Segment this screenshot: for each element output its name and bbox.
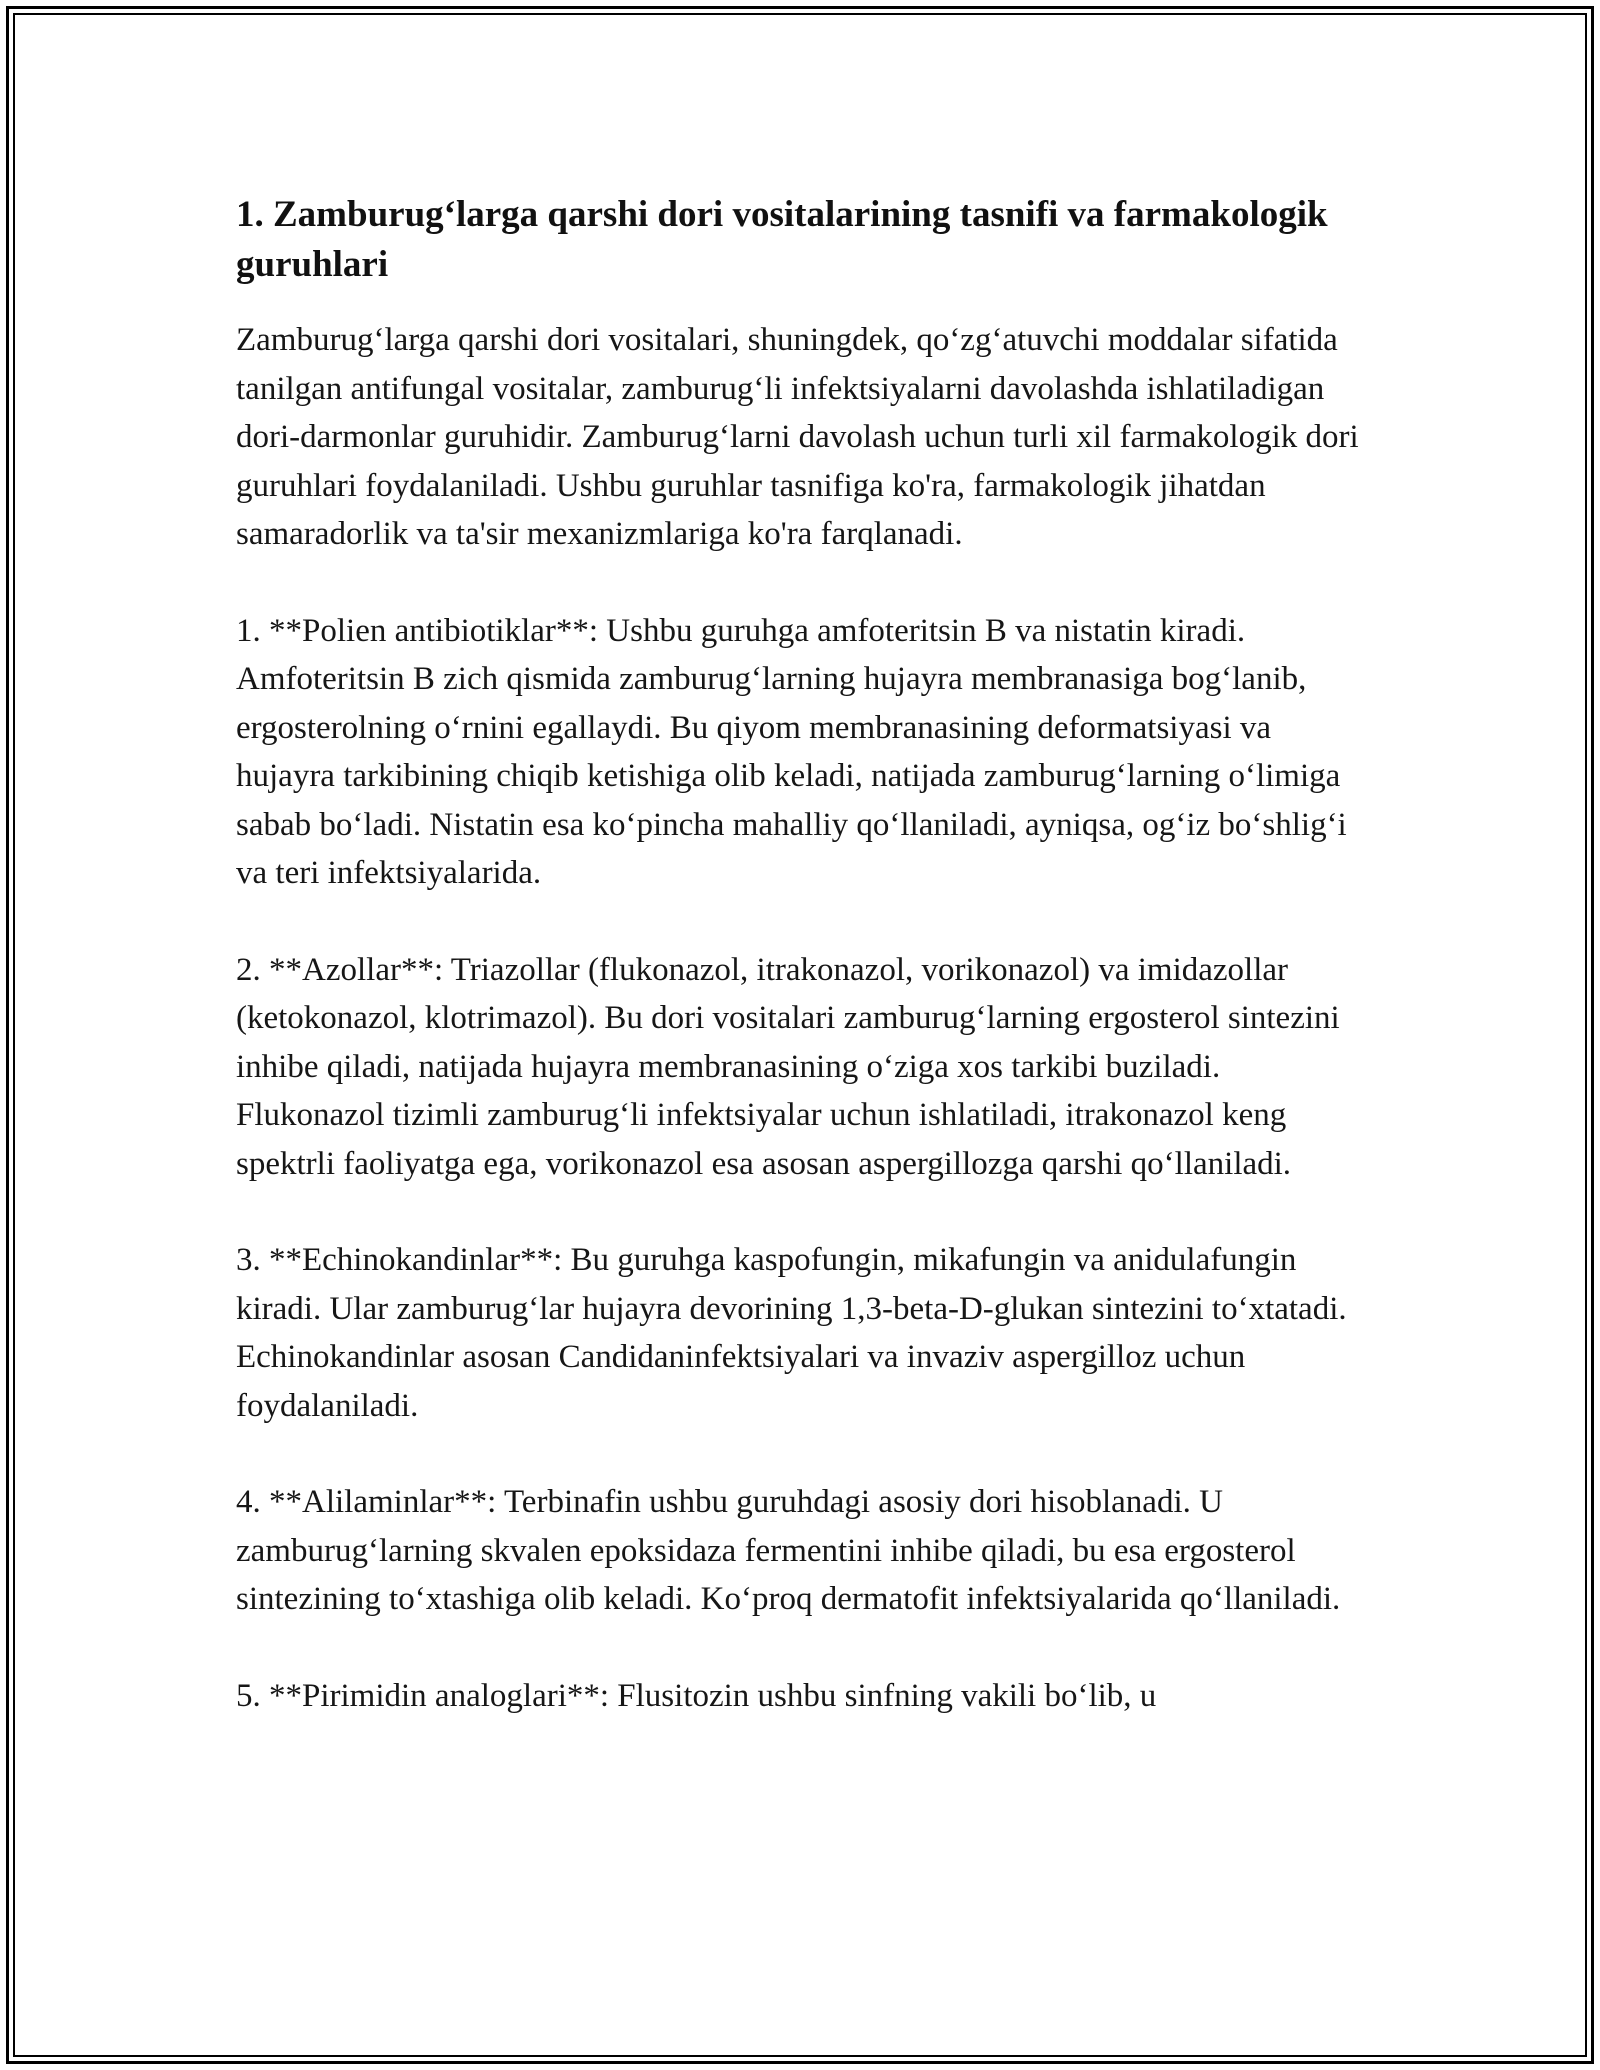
paragraph-echinokandinlar: 3. **Echinokandinlar**: Bu guruhga kaspofungin, mikafungin va anidulafungin kiradi. Ular zamburug‘lar hujayra devorining 1,3-beta-D-glukan sintezini to‘xtatadi. Echinokandinlar asosan Candidaninfektsiyalari va invaziv aspergilloz uchun foydalaniladi. bbox=[236, 1242, 1347, 1424]
paragraph-intro: Zamburug‘larga qarshi dori vositalari, shuningdek, qo‘zg‘atuvchi moddalar sifatida tanilgan antifungal vositalar, zamburug‘li infektsiyalarni davolashda ishlatiladigan dori-darmonlar guruhidir. Zamburug‘larni davolash uchun turli xil farmakologik dori guruhlari foydalaniladi. Ushbu guruhlar tasnifiga ko'ra, farmakologik jihatdan samaradorlik va ta'sir mexanizmlariga ko'ra farqlanadi. bbox=[236, 322, 1359, 552]
document-body bbox=[236, 190, 1366, 1768]
paragraph-polien-antibiotiklar: 1. **Polien antibiotiklar**: Ushbu guruhga amfoteritsin B va nistatin kiradi. Amfoteritsin B zich qismida zamburug‘larning hujayra membranasiga bog‘lanib, ergosterolning o‘rnini egallaydi. Bu qiyom membranasining deformatsiyasi va hujayra tarkibining chiqib ketishiga olib keladi, natijada zamburug‘larning o‘limiga sabab bo‘ladi. Nistatin esa ko‘pincha mahalliy qo‘llaniladi, ayniqsa, og‘iz bo‘shlig‘i va teri infektsiyalarida. bbox=[236, 612, 1347, 891]
paragraph-azollar: 2. **Azollar**: Triazollar (flukonazol, itrakonazol, vorikonazol) va imidazollar (ketokonazol, klotrimazol). Bu dori vositalari zamburug‘larning ergosterol sintezini inhibe qiladi, natijada hujayra membranasining o‘ziga xos tarkibi buziladi. Flukonazol tizimli zamburug‘li infektsiyalar uchun ishlatiladi, itrakonazol keng spektrli faoliyatga ega, vorikonazol esa asosan aspergillozga qarshi qo‘llaniladi. bbox=[236, 951, 1340, 1182]
paragraph-pirimidin-analoglari: 5. **Pirimidin analoglari**: Flusitozin ushbu sinfning vakili bo‘lib, u bbox=[236, 1677, 1157, 1714]
document-title: 1. Zamburug‘larga qarshi dori vositalarining tasnifi va farmakologik guruhlari bbox=[236, 194, 1328, 285]
paragraph-alilaminlar: 4. **Alilaminlar**: Terbinafin ushbu guruhdagi asosiy dori hisoblanadi. U zamburug‘larning skvalen epoksidaza fermentini inhibe qiladi, bu esa ergosterol sintezining to‘xtashiga olib keladi. Ko‘proq dermatofit infektsiyalarida qo‘llaniladi. bbox=[236, 1484, 1341, 1617]
